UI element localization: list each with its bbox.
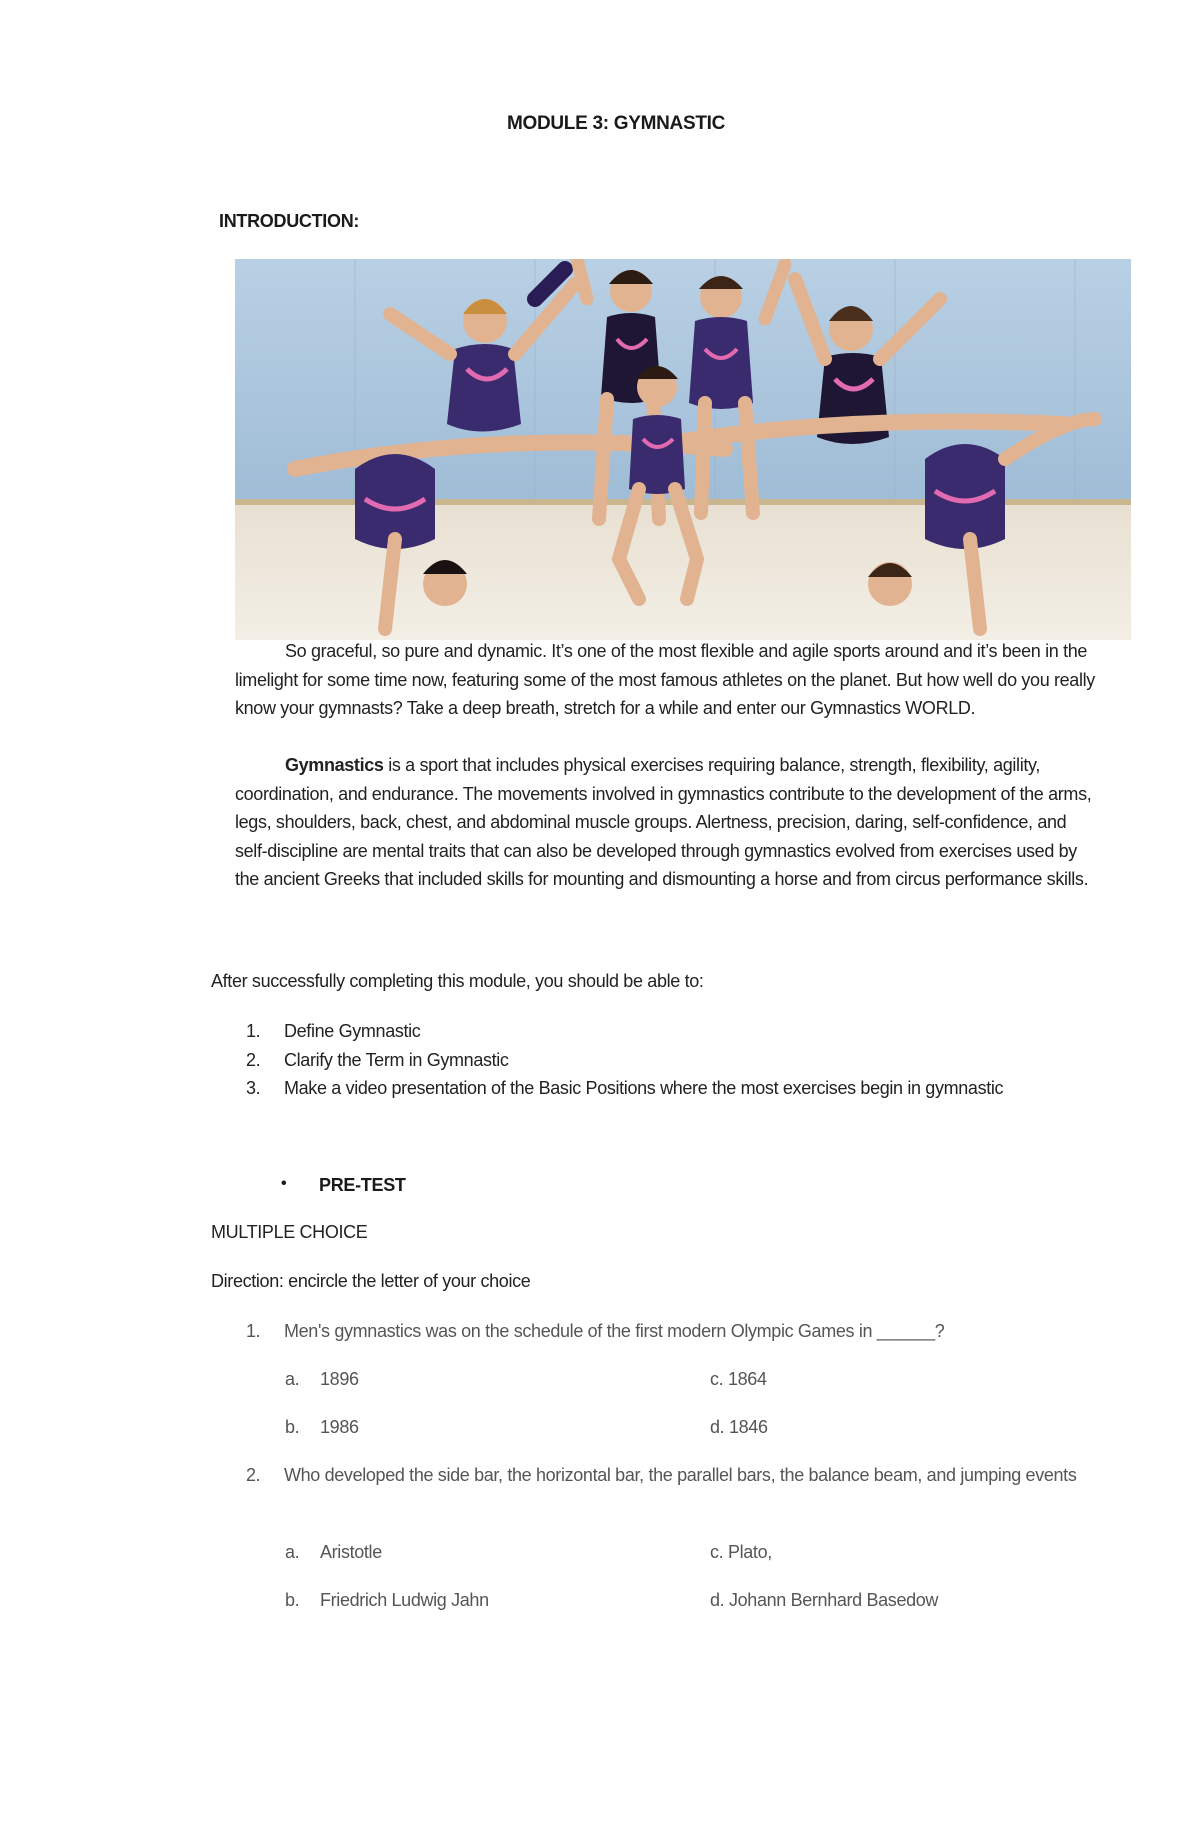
definition-paragraph	[235, 751, 1095, 894]
pretest-heading	[281, 1175, 406, 1196]
question-2-option-b	[285, 1586, 489, 1615]
list-text: Clarify the Term in Gymnastic	[284, 1049, 509, 1070]
question-2-option-d	[710, 1586, 938, 1615]
list-item	[246, 1046, 1003, 1075]
gymnasts-group-photo	[235, 259, 1131, 640]
list-item	[246, 1017, 1003, 1046]
question-1-option-b	[285, 1413, 359, 1442]
list-number: 2.	[246, 1049, 261, 1070]
option-text: Johann Bernhard Basedow	[728, 1590, 939, 1610]
intro-paragraph	[235, 637, 1095, 723]
list-number: 1.	[246, 1021, 261, 1041]
question-1	[246, 1317, 1106, 1346]
definition-paragraph-text: is a sport that includes physical exercises requiring balance, strength, flexibility, agility, coordination, and endurance. The movements involved in gymnastics contribute to the development of the arms, legs, shoulders, back, chest, and abdominal muscle groups. Alertness, precision, daring, self-confidence, and self-discipline are mental traits that can also be developed through gymnastics evolved from exercises used by the ancient Greeks that included skills for mounting and dismounting a horse and from circus performance skills.	[235, 755, 1092, 889]
bullet-icon: •	[281, 1175, 287, 1192]
gymnastics-term: Gymnastics	[285, 755, 384, 775]
option-text: 1864	[727, 1369, 767, 1389]
intro-paragraph-text: So graceful, so pure and dynamic. It’s one of the most flexible and agile sports around and it’s been in the limelight for some time now, featuring some of the most famous athletes on the planet. But how well do you really know your gymnasts? Take a deep breath, stretch for a while and enter our Gymnastics WORLD.	[235, 641, 1095, 718]
option-letter: b.	[285, 1590, 300, 1610]
list-text: Define Gymnastic	[284, 1021, 421, 1041]
direction-text: Direction: encircle the letter of your choice	[211, 1271, 531, 1291]
option-text: 1986	[320, 1417, 359, 1437]
objectives-list	[246, 1017, 1003, 1103]
option-text: Aristotle	[320, 1542, 382, 1562]
option-text: 1846	[728, 1417, 768, 1437]
option-letter: a.	[285, 1369, 300, 1389]
option-text: Friedrich Ludwig Jahn	[320, 1590, 489, 1610]
option-text: Plato,	[727, 1542, 772, 1562]
question-1-option-d	[710, 1413, 768, 1442]
list-number: 3.	[246, 1078, 261, 1098]
option-letter: d.	[710, 1590, 725, 1610]
option-letter: c.	[710, 1369, 724, 1389]
option-letter: a.	[285, 1542, 300, 1562]
question-1-option-a	[285, 1365, 359, 1394]
question-2-option-a	[285, 1538, 382, 1567]
question-text: Men's gymnastics was on the schedule of the first modern Olympic Games in ______?	[284, 1321, 945, 1341]
option-letter: c.	[710, 1542, 724, 1562]
list-text: Make a video presentation of the Basic Positions where the most exercises begin in gymnastic	[284, 1078, 1004, 1098]
introduction-heading: INTRODUCTION:	[219, 211, 360, 231]
objectives-lead: After successfully completing this module, you should be able to:	[211, 971, 704, 991]
multiple-choice-heading: MULTIPLE CHOICE	[211, 1222, 368, 1242]
list-item	[246, 1074, 1003, 1103]
question-1-option-c	[710, 1365, 767, 1394]
pretest-label: PRE-TEST	[319, 1175, 406, 1195]
option-letter: b.	[285, 1417, 300, 1437]
question-2	[246, 1461, 1106, 1490]
question-text: Who developed the side bar, the horizontal bar, the parallel bars, the balance beam, and jumping events	[284, 1465, 1077, 1485]
option-letter: d.	[710, 1417, 725, 1437]
option-text: 1896	[320, 1369, 359, 1389]
question-number: 1.	[246, 1321, 261, 1341]
question-number: 2.	[246, 1465, 261, 1485]
question-2-option-c	[710, 1538, 772, 1567]
module-title: MODULE 3: GYMNASTIC	[506, 113, 726, 134]
